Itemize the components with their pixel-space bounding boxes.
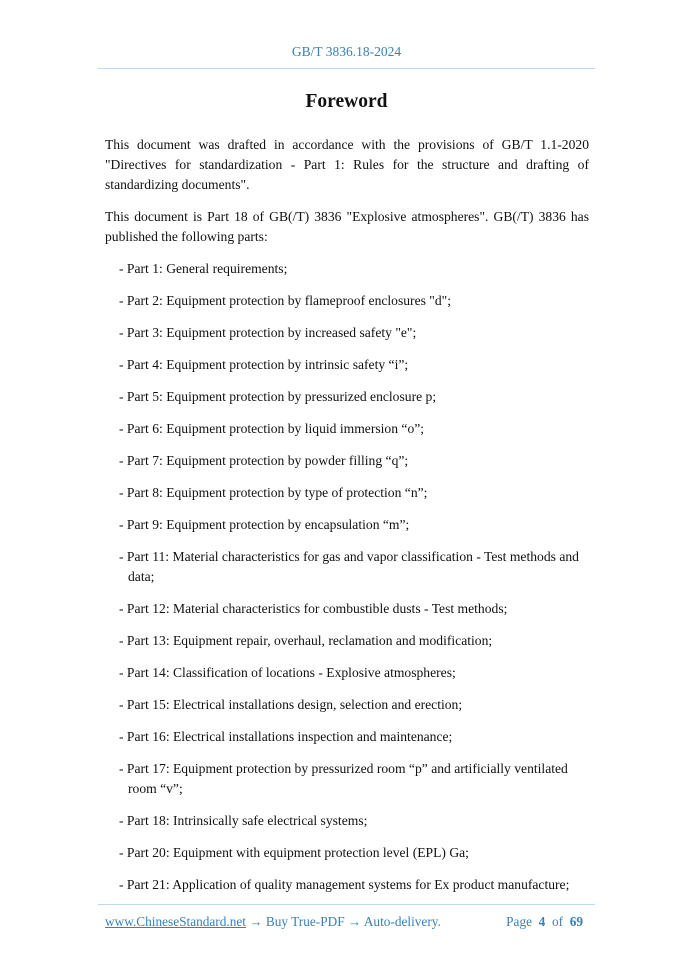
footer <box>105 914 589 930</box>
list-item: - Part 9: Equipment protection by encapsulation “m”; <box>119 517 410 532</box>
footer-divider <box>98 904 595 905</box>
paragraph: This document is Part 18 of GB(/T) 3836 "Explosive atmospheres". GB(/T) 3836 has published the following parts: <box>105 209 589 244</box>
paragraph: This document was drafted in accordance with the provisions of GB/T 1.1-2020 "Directives for standardization - Part 1: Rules for the structure and drafting of standardizing documents". <box>105 137 589 192</box>
list-item: - Part 12: Material characteristics for combustible dusts - Test methods; <box>119 601 508 616</box>
list-item: - Part 1: General requirements; <box>119 261 288 276</box>
list-item: - Part 7: Equipment protection by powder filling “q”; <box>119 453 409 468</box>
list-item: - Part 16: Electrical installations inspection and maintenance; <box>119 729 453 744</box>
document-body <box>105 135 589 907</box>
footer-text: → Buy True-PDF → Auto-delivery. <box>245 914 441 929</box>
list-item: - Part 2: Equipment protection by flameproof enclosures "d"; <box>119 293 451 308</box>
list-item: - Part 8: Equipment protection by type of protection “n”; <box>119 485 428 500</box>
parts-list <box>105 259 589 895</box>
of-label: of <box>551 914 564 929</box>
page-label: Page <box>506 914 532 929</box>
page-total: 69 <box>569 914 583 929</box>
document-id-header: GB/T 3836.18-2024 <box>291 44 402 59</box>
list-item: - Part 6: Equipment protection by liquid immersion “o”; <box>119 421 425 436</box>
header-divider <box>98 68 595 69</box>
page-title: Foreword <box>305 91 388 112</box>
page-number: 4 <box>538 914 546 929</box>
list-item: - Part 17: Equipment protection by pressurized room “p” and artificially ventilated room “v”; <box>119 761 568 796</box>
list-item: - Part 3: Equipment protection by increased safety "e"; <box>119 325 417 340</box>
list-item: - Part 11: Material characteristics for gas and vapor classification - Test methods and data; <box>119 549 579 584</box>
list-item: - Part 15: Electrical installations design, selection and erection; <box>119 697 463 712</box>
list-item: - Part 20: Equipment with equipment protection level (EPL) Ga; <box>119 845 469 860</box>
list-item: - Part 14: Classification of locations - Explosive atmospheres; <box>119 665 456 680</box>
list-item: - Part 4: Equipment protection by intrinsic safety “i”; <box>119 357 409 372</box>
website-link[interactable]: www.ChineseStandard.net <box>105 914 246 929</box>
page-indicator <box>506 914 583 930</box>
list-item: - Part 21: Application of quality management systems for Ex product manufacture; <box>119 877 570 892</box>
list-item: - Part 5: Equipment protection by pressurized enclosure p; <box>119 389 437 404</box>
list-item: - Part 18: Intrinsically safe electrical systems; <box>119 813 368 828</box>
list-item: - Part 13: Equipment repair, overhaul, reclamation and modification; <box>119 633 493 648</box>
